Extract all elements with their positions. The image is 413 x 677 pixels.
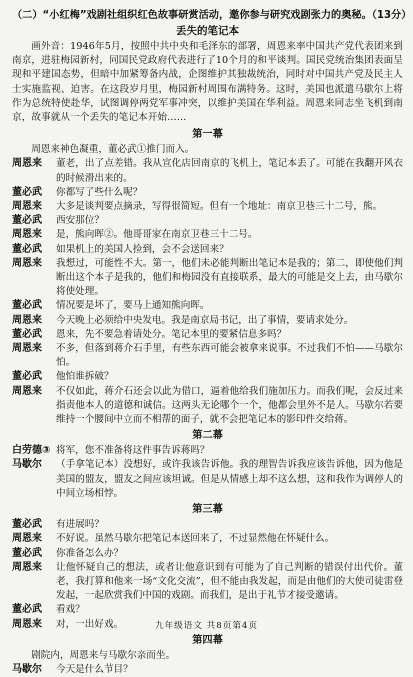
speaker-name: 马歇尔 [12, 459, 42, 471]
speaker-name: 白劳德③ [12, 445, 51, 457]
dialogue-text: 看戏？ [56, 604, 85, 616]
dialogue-line [12, 243, 403, 257]
dialogue-text: 今天是什么节目？ [56, 663, 133, 675]
speaker-name: 董必武 [12, 371, 42, 383]
dialogue-line [12, 385, 403, 428]
page-footer: 九年级语文 共8页第4页 [154, 621, 258, 631]
dialogue-line [12, 200, 403, 214]
dialogue-line [12, 547, 403, 561]
dialogue-line [12, 532, 403, 546]
dialogue-text: 让他怀疑自己的想法，或者让他意识到有可能为了自己判断的错误付出代价。董老，我打算和他来一场“文化交流”，但不能由我发起，而是由他们的大使司徒雷登发起，一起欣赏我们中国的戏剧。而我们，是出于礼节才接受邀请。 [56, 561, 403, 602]
dialogue-text: 不多，但落到蒋介石手里，有些东西可能会被拿来说事。不过我们不怕——马歇尔怕。 [56, 343, 403, 369]
speaker-name: 周恩来 [12, 385, 42, 397]
speaker-name: 周恩来 [12, 201, 42, 213]
dialogue-line [12, 342, 403, 370]
dialogue-text: 大多是谈判要点摘录，写得很简短。但有一个地址：南京卫巷三十二号，熊。 [56, 201, 383, 213]
dialogue-text: 是，熊向晖②。他哥哥家在南京卫巷三十二号。 [56, 229, 258, 241]
speaker-name: 董必武 [12, 604, 42, 616]
dialogue-line [12, 663, 403, 677]
dialogue-line [12, 603, 403, 617]
speaker-name: 董必武 [12, 547, 42, 559]
speaker-name: 周恩来 [12, 533, 42, 545]
act-2-dialogue [12, 444, 403, 501]
dialogue-line [12, 299, 403, 313]
dialogue-line [12, 328, 403, 342]
speaker-name: 周恩来 [12, 229, 42, 241]
dialogue-text: 情况要是坏了，要马上通知熊向晖。 [56, 300, 210, 312]
act-3-dialogue [12, 518, 403, 632]
speaker-name: 周恩来 [12, 343, 42, 355]
dialogue-line [12, 458, 403, 501]
act-4-dialogue [12, 663, 403, 677]
dialogue-text: 董老，出了点差错。我从宣化店回南京的飞机上，笔记本丢了。可能在我翻开风衣的时候滑出来的。 [56, 158, 403, 184]
dialogue-line [12, 518, 403, 532]
dialogue-text: （手拿笔记本）没想好，或许我该告诉他。我的理智告诉我应该告诉他，因为他是美国的盟友，盟友之间应该坦诚。但是从情感上却不这么想，这和我作为调停人的中间立场相悖。 [56, 459, 403, 499]
dialogue-text: 他怕谁拆破？ [56, 371, 114, 383]
dialogue-text: 有进展吗？ [56, 519, 104, 531]
speaker-name: 周恩来 [12, 314, 42, 326]
dialogue-line [12, 214, 403, 228]
dialogue-text: 将军，您不准备将这件事告诉蒋吗？ [56, 445, 210, 457]
dialogue-line [12, 228, 403, 242]
speaker-name: 董必武 [12, 300, 42, 312]
intro-voiceover: 画外音：1946年5月，按照中共中央和毛泽东的部署，周恩来率中国共产党代表团来到南京，进驻梅园新村，同国民党政府代表进行了10个月的和平谈判。国民党统治集团表面呈现和平建国态势，但暗中加紧筹备内战，企图维护其独裁统治，同时对中国共产党及民主人士实施监视、迫害。在这段岁月里，梅园新村周围布满特务。这时，美国也派遣马歇尔上将作为总统特使赴华，试图调停两党军事冲突，以维护美国在华利益。周恩来同志坐飞机到南京，故事就从一个丢失的笔记本开始…… [12, 41, 403, 124]
dialogue-text: 如果机上的美国人捡到，会不会送回来？ [56, 243, 229, 255]
dialogue-text: 你准备怎么办？ [56, 547, 124, 559]
stage-direction: 周恩来神色凝重，董必武①推门而入。 [31, 144, 195, 156]
dialogue-line [12, 157, 403, 185]
dialogue-line [12, 561, 403, 604]
dialogue-line [12, 370, 403, 384]
dialogue-text: 今天晚上必须给中央发电。我是南京局书记，出了事情，要请求处分。 [56, 314, 354, 326]
stage-direction: 剧院内，周恩来与马歇尔亲而坐。 [31, 649, 176, 661]
dialogue-line [12, 444, 403, 458]
dialogue-text: 你都写了些什么呢？ [56, 186, 143, 198]
play-title: 丢失的笔记本 [176, 25, 239, 37]
speaker-name: 周恩来 [12, 257, 42, 269]
speaker-name: 董必武 [12, 215, 42, 227]
dialogue-line [12, 314, 403, 328]
speaker-name: 周恩来 [12, 561, 42, 573]
dialogue-text: 不好说。虽然马歇尔把笔记本送回来了，不过显然他在怀疑什么。 [56, 533, 335, 545]
act-1-dialogue [12, 157, 403, 427]
question-header: （二）“小红梅”戏剧社组织红色故事研赏活动，邀你参与研究戏剧张力的奥秘。（13分） [12, 10, 412, 21]
dialogue-line [12, 186, 403, 200]
dialogue-text: 恩来，先不要急着请处分。笔记本里的要紧信息多吗？ [56, 328, 287, 340]
act-1-title: 第一幕 [192, 129, 223, 141]
speaker-name: 马歇尔 [12, 663, 42, 675]
speaker-name: 周恩来 [12, 158, 42, 170]
speaker-name: 董必武 [12, 243, 42, 255]
speaker-name: 董必武 [12, 328, 42, 340]
speaker-name: 董必武 [12, 186, 42, 198]
dialogue-text: 不仅如此，蒋介石还会以此为借口，逼着他给我们施加压力。而我们呢，会反过来指责他本人的道德和诚信。这两头无论哪个一个，他都会里外不是人。马歇尔若要维持一个腰间中立而不相帮的面子，就不会把笔记本的影印件交给蒋。 [56, 385, 403, 426]
dialogue-text: 对，一出好戏。 [56, 618, 124, 630]
act-3-title: 第三幕 [192, 504, 223, 516]
dialogue-text: 我想过，可能性不大。第一，他们未必能判断出笔记本是我的；第二，即使他们判断出这个本子是我的，他们和梅园没有直接联系，最大的可能是交上去，由马歇尔将使处理。 [56, 257, 403, 298]
act-4-title: 第四幕 [192, 634, 223, 646]
speaker-name: 周恩来 [12, 618, 42, 630]
dialogue-text: 西安那位？ [56, 215, 104, 227]
speaker-name: 董必武 [12, 519, 42, 531]
dialogue-line [12, 257, 403, 300]
act-2-title: 第二幕 [192, 430, 223, 442]
